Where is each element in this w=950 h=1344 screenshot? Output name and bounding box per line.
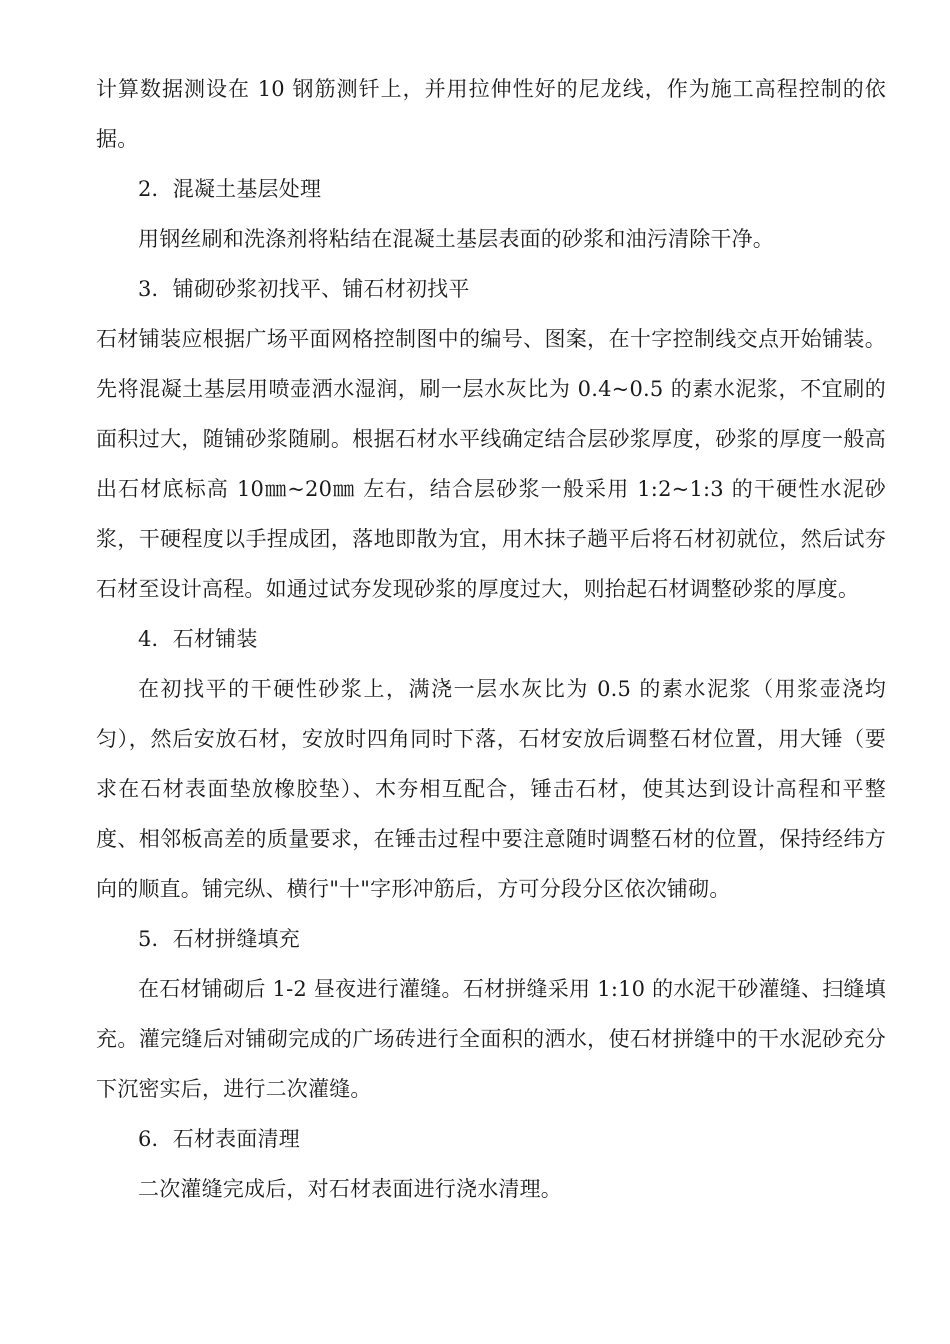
document-page: [96, 64, 886, 1214]
section-heading-4: 4．石材铺装: [138, 627, 258, 651]
section-heading-3: 3．铺砌砂浆初找平、铺石材初找平: [138, 277, 470, 301]
section-heading-2: 2．混凝土基层处理: [138, 177, 322, 201]
paragraph-section-2: 用钢丝刷和洗涤剂将粘结在混凝土基层表面的砂浆和油污清除干净。: [138, 227, 774, 251]
paragraph-intro: 计算数据测设在 10 钢筋测钎上，并用拉伸性好的尼龙线，作为施工高程控制的依据。: [96, 77, 886, 151]
paragraph-section-5: 在石材铺砌后 1-2 昼夜进行灌缝。石材拼缝采用 1:10 的水泥干砂灌缝、扫缝填充。灌完缝后对铺砌完成的广场砖进行全面积的洒水，使石材拼缝中的干水泥砂充分下沉密实后，进行二次灌缝。: [96, 977, 886, 1101]
paragraph-section-4: 在初找平的干硬性砂浆上，满浇一层水灰比为 0.5 的素水泥浆（用浆壶浇均匀），然后安放石材，安放时四角同时下落，石材安放后调整石材位置，用大锤（要求在石材表面垫放橡胶垫）、木夯相互配合，锤击石材，使其达到设计高程和平整度、相邻板高差的质量要求，在锤击过程中要注意随时调整石材的位置，保持经纬方向的顺直。铺完纵、横行"十"字形冲筋后，方可分段分区依次铺砌。: [96, 677, 886, 901]
section-heading-5: 5．石材拼缝填充: [138, 927, 300, 951]
paragraph-section-3: 石材铺装应根据广场平面网格控制图中的编号、图案，在十字控制线交点开始铺装。先将混凝土基层用喷壶洒水湿润，刷一层水灰比为 0.4~0.5 的素水泥浆，不宜刷的面积过大，随铺砂浆随刷。根据石材水平线确定结合层砂浆厚度，砂浆的厚度一般高出石材底标高 10㎜~20㎜ 左右，结合层砂浆一般采用 1:2~1:3 的干硬性水泥砂浆，干硬程度以手捏成团，落地即散为宜，用木抹子趟平后将石材初就位，然后试夯石材至设计高程。如通过试夯发现砂浆的厚度过大，则抬起石材调整砂浆的厚度。: [96, 327, 886, 601]
section-heading-6: 6．石材表面清理: [138, 1127, 300, 1151]
paragraph-section-6: 二次灌缝完成后，对石材表面进行浇水清理。: [138, 1177, 562, 1201]
